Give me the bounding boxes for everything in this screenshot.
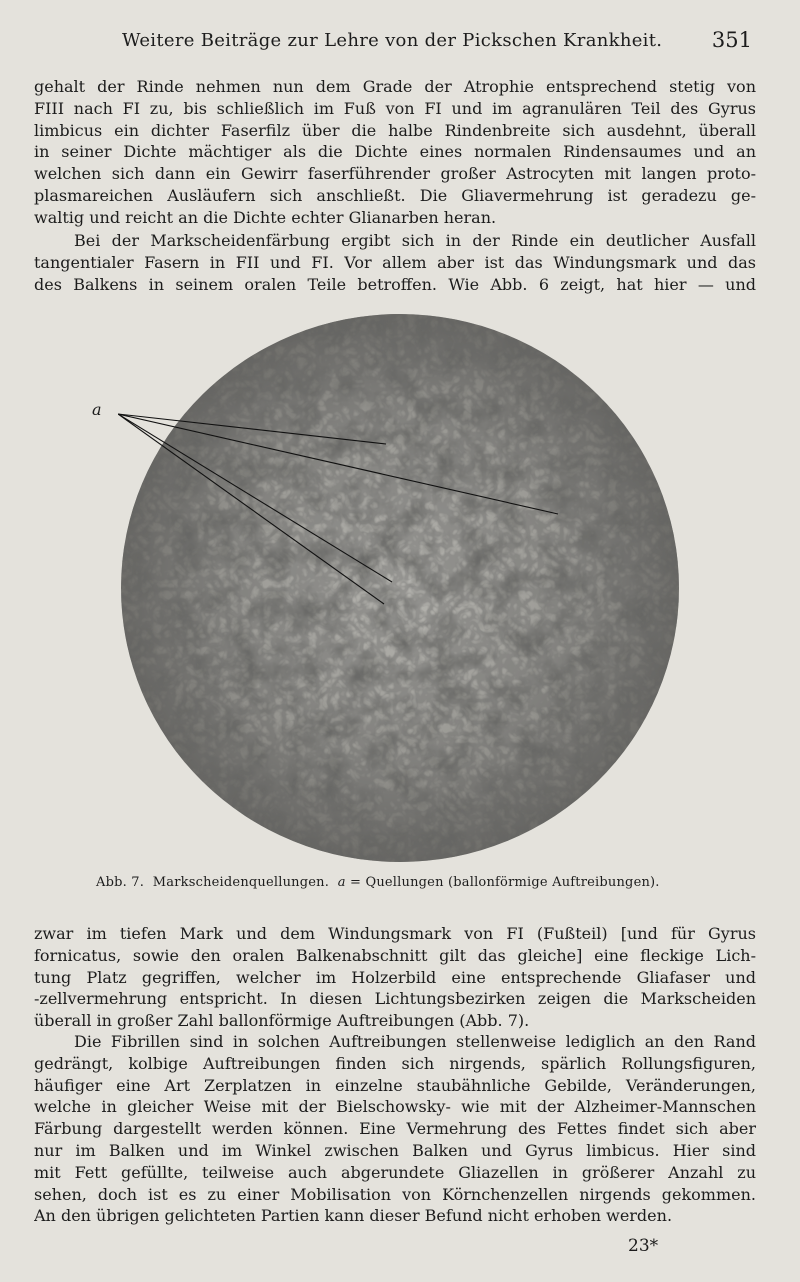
figure-label-a: a	[92, 400, 102, 419]
text-line: gehalt der Rinde nehmen nun dem Grade der Atrophie entsprechend stetig von	[34, 77, 756, 96]
text-line: Die Fibrillen sind in solchen Auftreibungen stellenweise lediglich an den Rand	[74, 1032, 756, 1051]
paragraph-1	[34, 76, 756, 229]
paragraph-3	[34, 923, 756, 1032]
text-line: gedrängt, kolbige Auftreibungen finden sich nirgends, spärlich Rollungsfiguren,	[34, 1053, 756, 1073]
caption-title: Markscheidenquellungen.	[152, 875, 330, 890]
text-line: Färbung dargestellt werden können. Eine Vermehrung des Fettes findet sich aber	[34, 1119, 756, 1139]
text-line: des Balkens in seinem oralen Teile betroffen. Wie Abb. 6 zeigt, hat hier — und	[34, 274, 756, 294]
text-line: An den übrigen gelichteten Partien kann dieser Befund nicht erhoben werden.	[34, 1206, 673, 1226]
text-line: zwar im tiefen Mark und dem Windungsmark von FI (Fußteil) [und für Gyrus	[34, 924, 756, 943]
text-line: -zellvermehrung entspricht. In diesen Lichtungsbezirken zeigen die Markscheiden	[34, 989, 756, 1009]
text-line: tung Platz gegriffen, welcher im Holzerbild eine entsprechende Gliafaser und	[34, 967, 756, 987]
text-line: welche in gleicher Weise mit der Bielschowsky- wie mit der Alzheimer-Mannschen	[34, 1097, 756, 1117]
text-line: welchen sich dann ein Gewirr faserführender großer Astrocyten mit langen proto-	[34, 164, 756, 184]
text-line: Bei der Markscheidenfärbung ergibt sich in der Rinde ein deutlicher Ausfall	[74, 231, 756, 250]
text-line: tangentialer Fasern in FII und FI. Vor allem aber ist das Windungsmark und das	[34, 252, 756, 272]
text-line: in seiner Dichte mächtiger als die Dichte eines normalen Rindensaumes und an	[34, 142, 756, 162]
text-line: fornicatus, sowie den oralen Balkenabschnitt gilt das gleiche] eine fleckige Lich-	[34, 945, 756, 965]
text-line: mit Fett gefüllte, teilweise auch abgerundete Gliazellen in größerer Anzahl zu	[34, 1162, 756, 1182]
figure-micrograph	[118, 312, 682, 868]
text-line: FIII nach FI zu, bis schließlich im Fuß von FI und im agranulären Teil des Gyrus	[34, 98, 756, 118]
text-line: häufiger eine Art Zerplatzen in einzelne staubähnliche Gebilde, Veränderungen,	[34, 1075, 756, 1095]
signature-mark: 23*	[628, 1236, 659, 1256]
text-line: nur im Balken und im Winkel zwischen Balken und Gyrus limbicus. Hier sind	[34, 1140, 756, 1160]
paragraph-4	[34, 1031, 756, 1227]
text-line: sehen, doch ist es zu einer Mobilisation von Körnchenzellen nirgends gekommen.	[34, 1184, 756, 1204]
caption-text: = Quellungen (ballonförmige Auftreibungen).	[350, 875, 660, 890]
text-line: limbicus ein dichter Faserfilz über die halbe Rindenbreite sich ausdehnt, überall	[34, 120, 756, 140]
text-line: plasmareichen Ausläufern sich anschließt. Die Gliavermehrung ist geradezu ge-	[34, 185, 756, 205]
figure-caption	[96, 875, 736, 890]
caption-prefix: Abb. 7.	[96, 875, 145, 890]
micrograph-image	[118, 312, 682, 868]
paragraph-2	[34, 230, 756, 295]
running-head	[48, 30, 754, 58]
caption-key: a	[337, 875, 346, 890]
page-number: 351	[711, 28, 752, 52]
running-title: Weitere Beiträge zur Lehre von der Pickschen Krankheit.	[122, 30, 663, 51]
text-line: waltig und reicht an die Dichte echter Glianarben heran.	[34, 207, 497, 227]
text-line: überall in großer Zahl ballonförmige Auftreibungen (Abb. 7).	[34, 1011, 530, 1031]
